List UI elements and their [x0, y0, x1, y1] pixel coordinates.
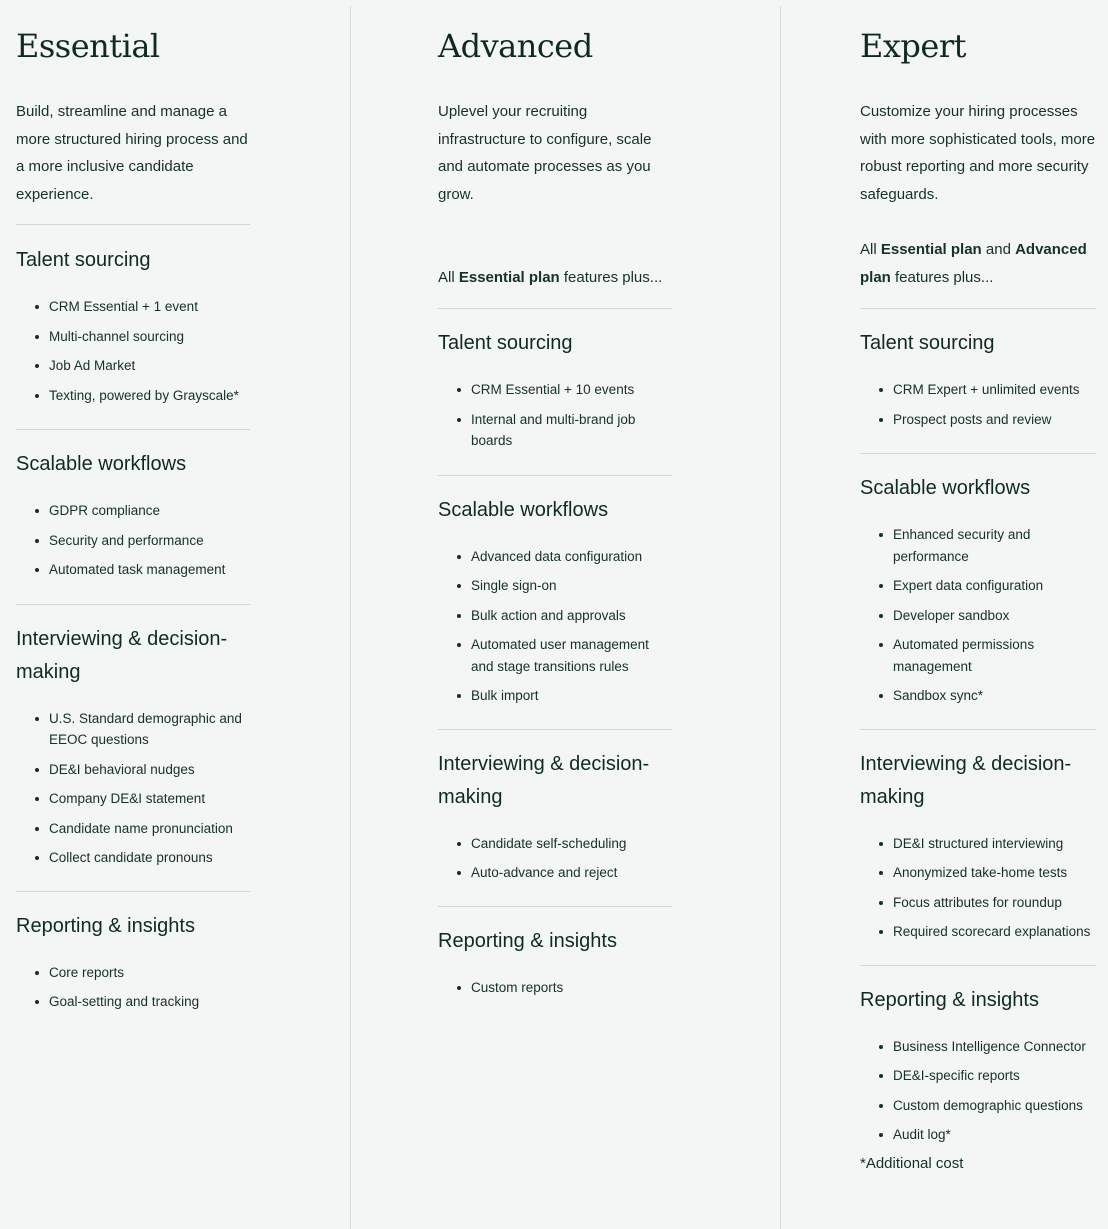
feature-item: U.S. Standard demographic and EEOC questions: [16, 708, 250, 751]
plan-title: Advanced: [438, 27, 593, 65]
feature-item: Company DE&I statement: [16, 788, 250, 810]
feature-section: [16, 891, 250, 1013]
section-title: Reporting & insights: [860, 988, 1039, 1011]
section-title: Reporting & insights: [438, 929, 617, 952]
feature-item: Bulk import: [438, 685, 672, 707]
feature-item: Automated user management and stage transitions rules: [438, 634, 672, 677]
feature-list: [438, 546, 672, 729]
feature-item: Focus attributes for roundup: [860, 892, 1096, 914]
feature-item: Candidate name pronunciation: [16, 818, 250, 840]
section-title: Scalable workflows: [16, 453, 187, 475]
feature-section: [16, 224, 250, 429]
feature-item: Anonymized take-home tests: [860, 862, 1096, 884]
feature-item: Goal-setting and tracking: [16, 991, 250, 1013]
feature-list: [860, 379, 1096, 453]
feature-list: [860, 1036, 1096, 1146]
section-title: Talent sourcing: [438, 332, 573, 354]
feature-section: [438, 906, 672, 999]
feature-list: [438, 833, 672, 906]
feature-list: [16, 296, 250, 429]
feature-item: Auto-advance and reject: [438, 862, 672, 884]
section-title: Talent sourcing: [860, 332, 995, 354]
feature-item: Custom reports: [438, 977, 672, 999]
feature-list: [860, 833, 1096, 965]
section-title: Reporting & insights: [16, 914, 195, 937]
feature-item: Prospect posts and review: [860, 409, 1096, 431]
column-divider: [350, 6, 351, 1229]
feature-list: [438, 379, 672, 475]
section-title: Interviewing & decision-making: [438, 752, 650, 808]
additional-cost-footnote: *Additional cost: [860, 1154, 964, 1172]
feature-item: Custom demographic questions: [860, 1095, 1096, 1117]
feature-list: [860, 524, 1096, 729]
feature-section: [438, 308, 672, 475]
feature-list: [16, 500, 250, 604]
feature-section: [860, 729, 1096, 965]
plan-title: Expert: [860, 27, 966, 65]
feature-item: CRM Expert + unlimited events: [860, 379, 1096, 401]
feature-item: Enhanced security and performance: [860, 524, 1096, 567]
feature-section: [438, 729, 672, 906]
plan-description: Build, streamline and manage a more structured hiring process and a more inclusive candidate experience.: [16, 103, 248, 203]
feature-item: DE&I behavioral nudges: [16, 759, 250, 781]
section-title: Scalable workflows: [438, 498, 609, 521]
feature-item: CRM Essential + 10 events: [438, 379, 672, 401]
column-divider: [780, 6, 781, 1229]
feature-item: Multi-channel sourcing: [16, 326, 250, 348]
section-title: Interviewing & decision-making: [16, 627, 228, 683]
plan-description: Uplevel your recruiting infrastructure to configure, scale and automate processes as you grow.: [438, 103, 652, 203]
includes-previous-plans: All Essential plan and Advanced plan features plus...: [860, 241, 1087, 286]
feature-item: Bulk action and approvals: [438, 605, 672, 627]
feature-item: Required scorecard explanations: [860, 921, 1096, 943]
feature-item: Business Intelligence Connector: [860, 1036, 1096, 1058]
plan-description: Customize your hiring processes with more sophisticated tools, more robust reporting and more security safeguards.: [860, 103, 1096, 203]
plan-title: Essential: [16, 27, 160, 65]
feature-item: Candidate self-scheduling: [438, 833, 672, 855]
feature-item: Developer sandbox: [860, 605, 1096, 627]
feature-item: Security and performance: [16, 530, 250, 552]
feature-section: [438, 475, 672, 729]
feature-list: [16, 708, 250, 891]
plan-column-advanced: [438, 0, 672, 1006]
feature-item: Single sign-on: [438, 575, 672, 597]
section-title: Talent sourcing: [16, 249, 151, 271]
feature-section: [860, 965, 1096, 1146]
feature-list: [438, 977, 672, 999]
feature-item: DE&I structured interviewing: [860, 833, 1096, 855]
plan-column-essential: [16, 0, 250, 1021]
feature-item: Internal and multi-brand job boards: [438, 409, 672, 452]
feature-item: Automated permissions management: [860, 634, 1096, 677]
feature-section: [16, 604, 250, 891]
feature-item: Audit log*: [860, 1124, 1096, 1146]
feature-section: [860, 308, 1096, 453]
section-title: Scalable workflows: [860, 477, 1031, 499]
feature-item: CRM Essential + 1 event: [16, 296, 250, 318]
feature-item: Texting, powered by Grayscale*: [16, 385, 250, 407]
feature-item: Advanced data configuration: [438, 546, 672, 568]
feature-item: Expert data configuration: [860, 575, 1096, 597]
plan-column-expert: [860, 0, 1096, 1174]
feature-item: Automated task management: [16, 559, 250, 581]
feature-item: Job Ad Market: [16, 355, 250, 377]
feature-section: [16, 429, 250, 604]
feature-item: Collect candidate pronouns: [16, 847, 250, 869]
section-title: Interviewing & decision-making: [860, 752, 1072, 808]
feature-item: Core reports: [16, 962, 250, 984]
feature-item: GDPR compliance: [16, 500, 250, 522]
feature-item: Sandbox sync*: [860, 685, 1096, 707]
feature-list: [16, 962, 250, 1013]
feature-item: DE&I-specific reports: [860, 1065, 1096, 1087]
feature-section: [860, 453, 1096, 729]
includes-previous-plan: All Essential plan features plus...: [438, 269, 663, 286]
